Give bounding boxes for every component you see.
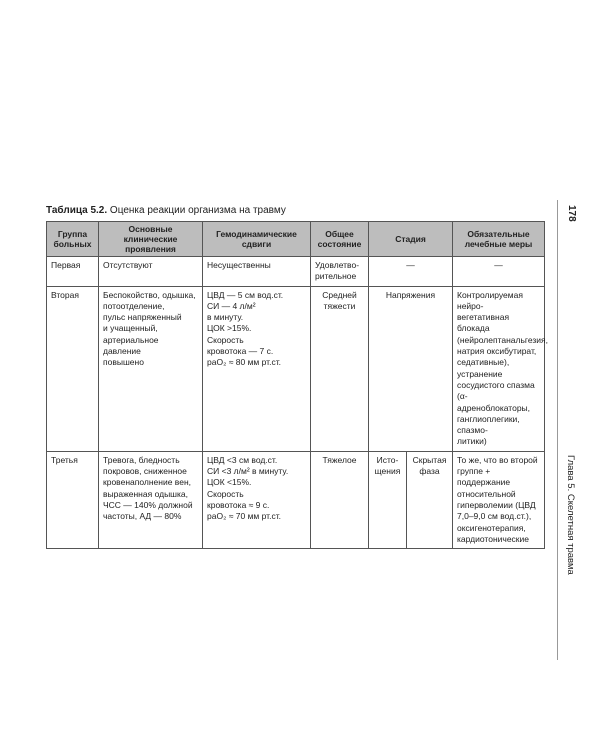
running-title: Глава 5. Скелетная травма [565, 455, 576, 575]
side-divider [557, 200, 558, 660]
page-number: 178 [566, 205, 577, 222]
table-caption [46, 205, 286, 216]
cell-stage-latent-phase: Скрытая фаза [407, 451, 453, 548]
cell-general-state: Тяжелое [311, 451, 369, 548]
trauma-reaction-table [46, 221, 548, 549]
cell-therapy: Контролируемая нейро- вегетативная блокада (нейролептанальгезия, натрия оксибутират, седативные), устранение сосудистого спазма (α-адреноблокаторы, ганглиоплегики, спазмо- литики) [453, 286, 545, 451]
cell-clinical: Отсутствуют [99, 257, 203, 287]
header-stage: Стадия [369, 222, 453, 257]
cell-stage: — [369, 257, 453, 287]
cell-stage: Напряжения [369, 286, 453, 451]
cell-group: Вторая [47, 286, 99, 451]
cell-group: Первая [47, 257, 99, 287]
table-row [47, 257, 545, 287]
cell-therapy: — [453, 257, 545, 287]
cell-therapy: То же, что во второй группе + поддержание относительной гиперволемии (ЦВД 7,0–9,0 см вод.ст.), оксигенотерапия, кардиотонические [453, 451, 545, 548]
header-general-state: Общее состояние [311, 222, 369, 257]
cell-general-state: Средней тяжести [311, 286, 369, 451]
cell-stage-exhaustion: Исто- щения [369, 451, 407, 548]
table-header-row [47, 222, 545, 257]
cell-group: Третья [47, 451, 99, 548]
table-row [47, 451, 545, 548]
cell-hemodynamic: ЦВД <3 см вод.ст. СИ <3 л/м² в минуту. ЦОК <15%. Скорость кровотока ≈ 9 с. paO₂ ≈ 70 мм рт.ст. [203, 451, 311, 548]
cell-general-state: Удовлетво- рительное [311, 257, 369, 287]
cell-clinical: Тревога, бледность покровов, сниженное кровенаполнение вен, выраженная одышка, ЧСС — 140% должной частоты, АД — 80% [99, 451, 203, 548]
table-row [47, 286, 545, 451]
header-hemodynamic: Гемодинамические сдвиги [203, 222, 311, 257]
cell-hemodynamic: ЦВД — 5 см вод.ст. СИ — 4 л/м² в минуту. ЦОК >15%. Скорость кровотока — 7 с. paO₂ ≈ 80 мм рт.ст. [203, 286, 311, 451]
header-therapy: Обязательные лечебные меры [453, 222, 545, 257]
cell-clinical: Беспокойство, одышка, потоотделение, пульс напряженный и учащенный, артериальное давление повышено [99, 286, 203, 451]
header-clinical: Основные клинические проявления [99, 222, 203, 257]
table-caption-text: Оценка реакции организма на травму [109, 205, 286, 216]
cell-hemodynamic: Несущественны [203, 257, 311, 287]
table-caption-label: Таблица 5.2. [46, 205, 108, 216]
header-group: Группа больных [47, 222, 99, 257]
